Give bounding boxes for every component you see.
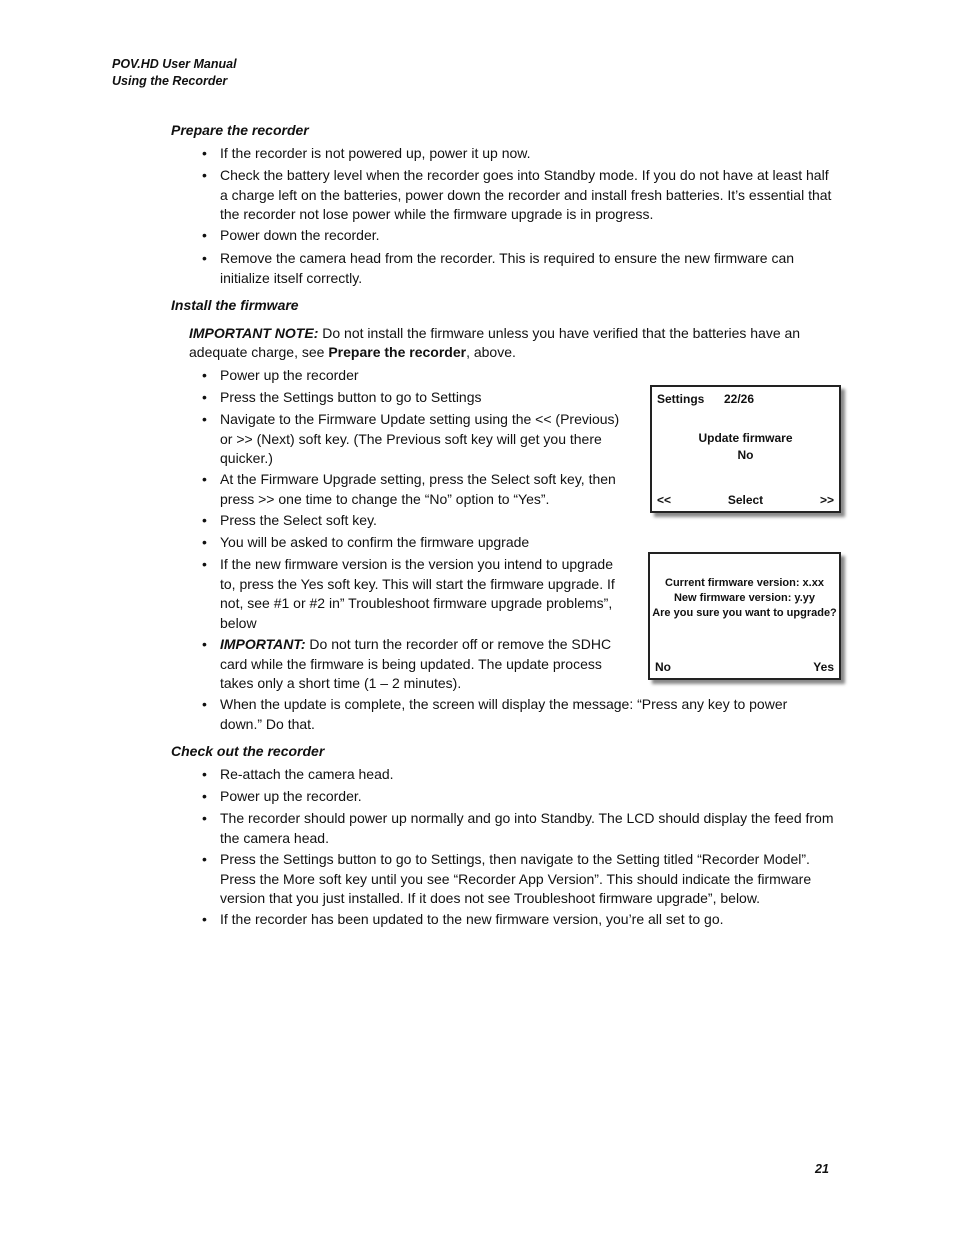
list-item: • If the recorder has been updated to the new firmware version, you’re all set to go. [202,910,837,930]
lcd-confirm-question: Are you sure you want to upgrade? [652,607,837,619]
bullet-icon: • [202,167,207,183]
bullet-icon: • [202,145,207,161]
list-item: • Navigate to the Firmware Update setting using the << (Previous) or >> (Next) soft key. (The Previous soft key will get you there quicker.) [202,411,620,466]
list-item: • You will be asked to confirm the firmware upgrade [202,533,632,553]
bullet-icon: • [202,411,207,427]
list-item: • The recorder should power up normally and go into Standby. The LCD should display the feed from the camera head. [202,810,834,846]
lcd-setting-value: No [737,448,754,462]
lcd-setting-name: Update firmware [698,431,793,445]
prepare-reference: Prepare the recorder [328,344,467,360]
bullet-icon: • [202,512,207,528]
list-item: • Press the Settings button to go to Settings, then navigate to the Setting titled “Recorder Model”. Press the More soft key until you see “Recorder App Version”. This should indicate the firmware version that you just installed. If it does not see Troubleshoot firmware upgrade”, below. [202,851,812,906]
bullet-icon: • [202,389,207,405]
bullet-icon: • [202,471,207,487]
important-note-label: IMPORTANT NOTE: [189,325,319,341]
list-item: • Check the battery level when the recorder goes into Standby mode. If you do not have at least half a charge left on the batteries, power down the recorder and install fresh batteries. It’s essential that the recorder not lose power while the firmware upgrade is in progress. [202,167,832,222]
bullet-icon: • [202,227,207,243]
lcd-next-key: >> [819,493,834,507]
lcd-title: Settings [657,392,705,406]
bullet-icon: • [202,636,207,652]
install-heading: Install the firmware [171,297,299,313]
lcd-counter: 22/26 [724,392,755,406]
bullet-icon: • [202,766,207,782]
page-number: 21 [815,1162,829,1176]
lcd-previous-key: << [657,493,672,507]
list-item: • Power down the recorder. [202,226,832,246]
list-item: • Remove the camera head from the recorder. This is required to ensure the new firmware can initialize itself correctly. [202,250,795,286]
list-item: • Power up the recorder. [202,787,837,807]
list-item: • If the recorder is not powered up, power it up now. [202,144,832,164]
bullet-icon: • [202,810,207,826]
list-item: • IMPORTANT: Do not turn the recorder off or remove the SDHC card while the firmware is being updated. The update process takes only a short time (1 – 2 minutes). [202,636,612,691]
list-item: • If the new firmware version is the version you intend to upgrade to, press the Yes soft key. This will start the firmware upgrade. If not, see #1 or #2 in” Troubleshoot firmware upgrade problems”, below [202,556,615,631]
lcd-current-version: Current firmware version: x.xx [665,577,824,589]
lcd-select-key: Select [727,493,764,507]
list-item: • Power up the recorder [202,366,632,386]
list-item: • Press the Select soft key. [202,511,632,531]
list-item: • Press the Settings button to go to Settings [202,388,632,408]
bullet-icon: • [202,788,207,804]
checkout-heading: Check out the recorder [171,743,325,759]
section-title: Using the Recorder [112,74,228,88]
list-item: • Re-attach the camera head. [202,765,837,785]
lcd-confirm-screen [648,552,841,680]
lcd-settings-screen [650,385,841,513]
list-item: • At the Firmware Upgrade setting, press the Select soft key, then press >> one time to change the “No” option to “Yes”. [202,471,616,507]
bullet-icon: • [202,250,207,266]
bullet-icon: • [202,367,207,383]
important-note: IMPORTANT NOTE: Do not install the firmware unless you have verified that the batteries have an adequate charge, see Prepare the recorder, above. [189,325,801,360]
lcd-no-key: No [655,660,671,674]
prepare-heading: Prepare the recorder [171,122,309,138]
bullet-icon: • [202,534,207,550]
list-item: • When the update is complete, the screen will display the message: “Press any key to power down.” Do that. [202,696,788,732]
bullet-icon: • [202,851,207,867]
bullet-icon: • [202,696,207,712]
lcd-new-version: New firmware version: y.yy [673,592,816,604]
bullet-icon: • [202,556,207,572]
important-label: IMPORTANT: [220,636,306,652]
manual-title: POV.HD User Manual [112,57,237,71]
lcd-yes-key: Yes [813,660,834,674]
bullet-icon: • [202,911,207,927]
